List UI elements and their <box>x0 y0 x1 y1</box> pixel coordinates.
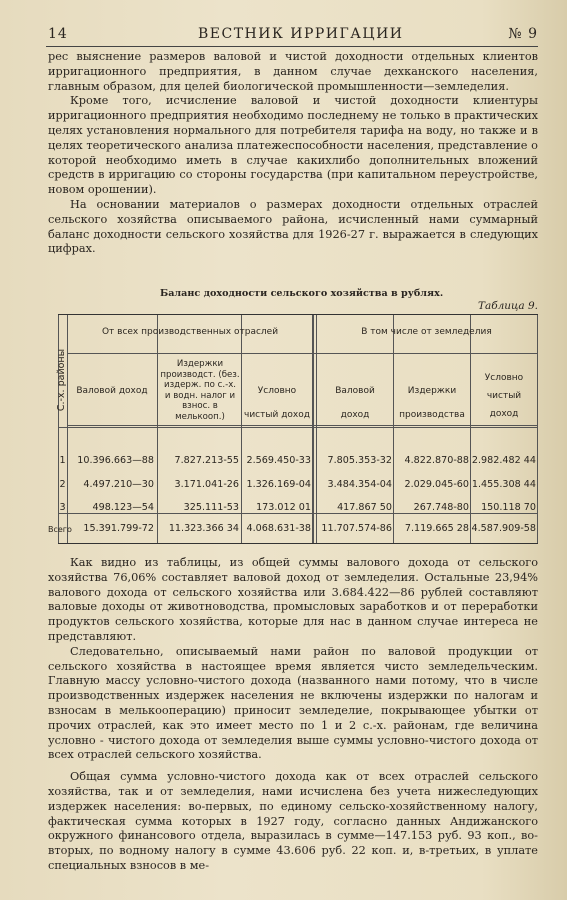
total-label: Всего <box>48 525 72 534</box>
paragraph: Следовательно, описываемый нами район по валовой продукции от сельского хозяйства в настоящее время является чисто земледельческим. Главную массу условно-чистого дохода (названного нами потому, что в числе производственных издержек населения не включены издержки по налогам и взносам в мелькооперацию) приносит земледелие, покрывающее убытки от прочих отраслей, как это имеет место по 1 и 2 с.-х. районам, где величина условно - чистого дохода от земледелия выше суммы условно-чистого дохода от всех отраслей сельского хозяйства. <box>48 644 538 762</box>
table-border <box>312 315 314 543</box>
header-rule <box>46 46 538 47</box>
col-header-costs-agri: Издержки производства <box>399 386 465 420</box>
table-rule <box>67 353 537 354</box>
col-header-gross-agri: Валовой доход <box>335 386 375 420</box>
paragraph: На основании материалов о размерах доходности отдельных отраслей сельского хозяйства описываемого района, исчисленный нами суммарный баланс доходности сельского хозяйства для 1926-27 г. выражается в следующих цифрах. <box>48 197 538 256</box>
table-caption: Баланс доходности сельского хозяйства в рублях. <box>160 288 444 299</box>
value-cell: 2.029.045-60 <box>404 479 469 490</box>
group-header-all: От всех производственных отраслей <box>101 327 279 337</box>
page-number: 14 <box>48 26 68 42</box>
value-cell: 267.748-80 <box>413 502 469 513</box>
col-header-gross: Валовой доход <box>76 386 148 396</box>
row-header: С.-х. районы <box>56 348 67 412</box>
table-rule <box>58 513 538 514</box>
value-cell: 2.982.482 44 <box>471 455 536 466</box>
paragraph: рес выяснение размеров валовой и чистой доходности отдельных клиентов ирригационного предприятия, в данном случае дехканского населения, главным образом, для целей биологической промышленности—земледелия. <box>48 50 538 93</box>
value-cell: 4.497.210—30 <box>83 479 154 490</box>
total-cell: 4.068.631-38 <box>246 523 311 534</box>
value-cell: 3.171.041-26 <box>174 479 239 490</box>
total-cell: 7.119.665 28 <box>404 523 469 534</box>
col-header-costs: Издержки производст. (без. издерж. по с.-х. и водн. налог и взнос. в мелькооп.) <box>160 359 240 422</box>
analysis-text <box>48 556 538 874</box>
value-cell: 1.326.169-04 <box>246 479 311 490</box>
total-cell: 4.587.909-58 <box>471 523 536 534</box>
table-label: Таблица 9. <box>477 300 538 312</box>
issue-number: № 9 <box>508 26 538 42</box>
value-cell: 7.827.213-55 <box>174 455 239 466</box>
value-cell: 10.396.663—88 <box>77 455 154 466</box>
total-cell: 11.707.574-86 <box>321 523 392 534</box>
col-header-net: Условно чистый доход <box>244 386 310 420</box>
total-cell: 15.391.799-72 <box>83 523 154 534</box>
value-cell: 3.484.354-04 <box>327 479 392 490</box>
value-cell: 1.455.308 44 <box>471 479 536 490</box>
group-header-agri: В том числе от земледелия <box>361 327 492 337</box>
value-cell: 173.012 01 <box>256 502 311 513</box>
paragraph: Общая сумма условно-чистого дохода как от всех отраслей сельского хозяйства, так и от земледелия, нами исчислена без учета нижеследующих издержек населения: во-первых, по единому сельско-хозяйственному налогу, фактическая сумма которых в 1927 году, согласно данных Андижанского окружного финансового отдела, выразилась в сумме—147.153 руб. 93 коп., во-вторых, по водному налогу в сумме 43.606 руб. 22 коп. и, в-третьих, в уплате специальных взносов в ме- <box>48 770 538 872</box>
value-cell: 2.569.450-33 <box>246 455 311 466</box>
total-cell: 11.323.366 34 <box>168 523 239 534</box>
journal-title: ВЕСТНИК ИРРИГАЦИИ <box>198 26 404 42</box>
value-cell: 417.867 50 <box>337 502 392 513</box>
region-cell: 2 <box>59 479 66 490</box>
value-cell: 325.111-53 <box>183 502 239 513</box>
income-balance-table <box>48 314 538 544</box>
region-cell: 3 <box>59 502 66 513</box>
value-cell: 150.118 70 <box>481 502 536 513</box>
table-rule <box>58 427 538 428</box>
table-border <box>537 315 538 543</box>
region-cell: 1 <box>59 455 66 466</box>
col-header-net-agri: Условно чистый доход <box>484 373 524 419</box>
paragraph: Кроме того, исчисление валовой и чистой доходности клиентуры ирригационного предприятия необходимо последнему не только в практических целях установления нормального для потребителя тарифа на воду, но также и в целях теоретического анализа платежеспособности населения, представление о которой необходимо иметь в случае какихлибо дополнительных вложений средств в ирригацию со стороны государства (при капитальном переустройстве, новом орошении). <box>48 94 538 197</box>
running-header <box>48 26 538 46</box>
value-cell: 498.123—54 <box>92 502 154 513</box>
value-cell: 4.822.870-88 <box>404 455 469 466</box>
intro-text <box>48 50 538 257</box>
paragraph: Как видно из таблицы, из общей суммы валового дохода от сельского хозяйства 76,06% составляет валовой доход от земледелия. Остальные 23,94% валового дохода от сельского хозяйства или 3.684.422—86 рублей составляют валовые доходы от животноводства, промысловых заработков и от переработки продуктов сельского хозяйства, которые для нас в данном случае интереса не представляют. <box>48 556 538 643</box>
value-cell: 7.805.353-32 <box>327 455 392 466</box>
